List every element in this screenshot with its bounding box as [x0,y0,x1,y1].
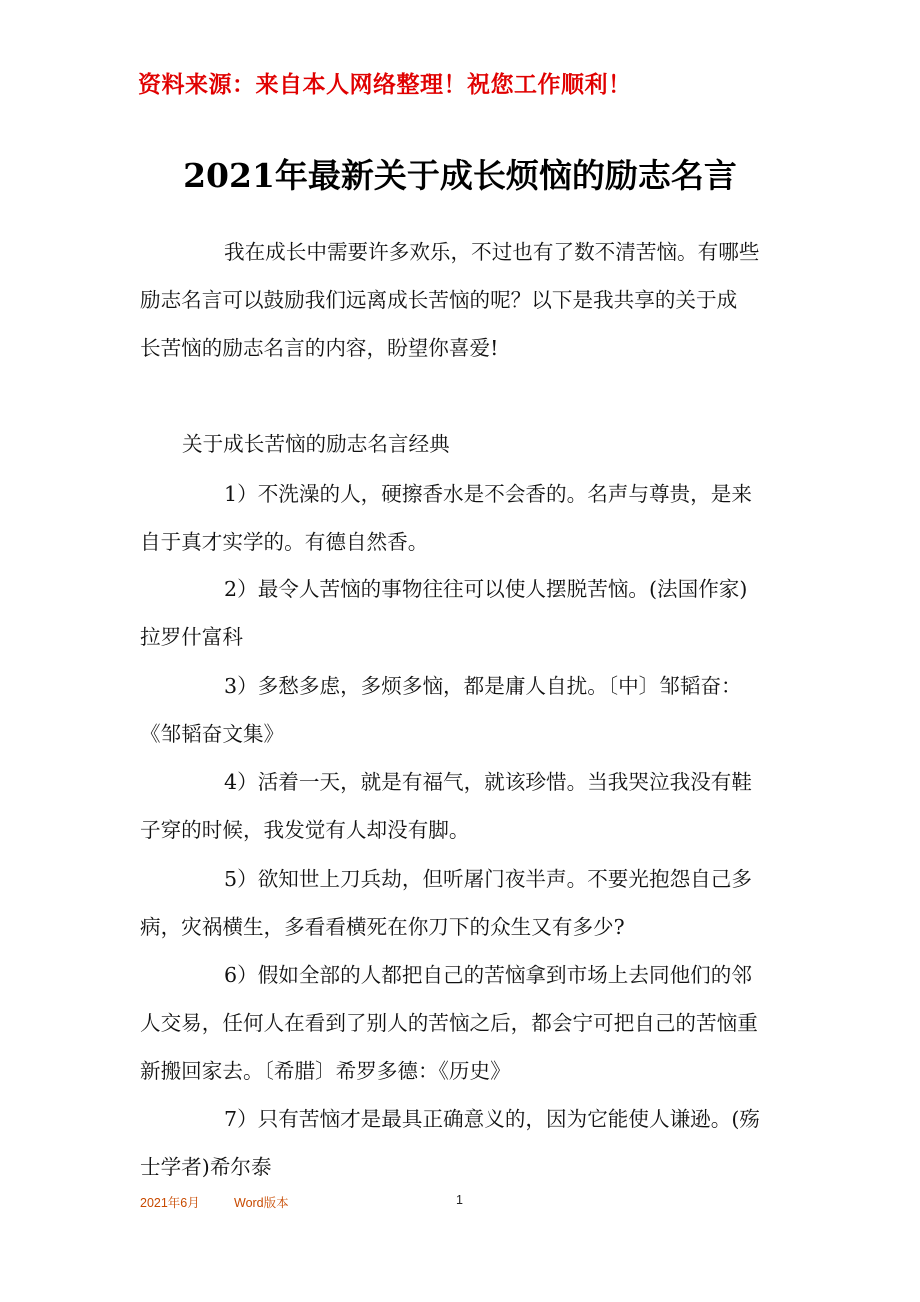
quote-line: 士学者)希尔泰 [140,1155,272,1179]
quote-2 [140,565,790,661]
quote-3 [140,662,790,758]
quote-1 [140,470,790,566]
page-number: 1 [456,1193,463,1207]
intro-line: 长苦恼的励志名言的内容，盼望你喜爱! [140,336,499,360]
quote-line: 5）欲知世上刀兵劫，但听屠门夜半声。不要光抱怨自己多 [224,867,752,891]
section-heading-block [140,420,790,468]
quote-4 [140,758,790,854]
quote-line: 子穿的时候，我发觉有人却没有脚。 [140,818,470,842]
footer-version: Word版本 [234,1196,289,1210]
quote-line: 2）最令人苦恼的事物往往可以使人摆脱苦恼。(法国作家) [224,577,748,601]
quote-line: 7）只有苦恼才是最具正确意义的，因为它能使人谦逊。(殇 [224,1107,760,1131]
quote-6 [140,951,790,1095]
intro-line: 励志名言可以鼓励我们远离成长苦恼的呢？以下是我共享的关于成 [140,288,738,312]
footer-date: 2021年6月 [140,1196,200,1210]
intro-line: 我在成长中需要许多欢乐，不过也有了数不清苦恼。有哪些 [224,240,760,264]
quote-line: 新搬回家去。〔希腊〕希罗多德：《历史》 [140,1059,511,1083]
quote-line: 《邹韬奋文集》 [140,722,285,746]
quote-7 [140,1095,790,1191]
quote-line: 人交易，任何人在看到了别人的苦恼之后，都会宁可把自己的苦恼重 [140,1011,758,1035]
quote-line: 自于真才实学的。有德自然香。 [140,530,429,554]
quote-5 [140,855,790,951]
intro-paragraph [140,228,790,372]
quote-line: 4）活着一天，就是有福气，就该珍惜。当我哭泣我没有鞋 [224,770,752,794]
source-banner: 资料来源：来自本人网络整理！祝您工作顺利！ [138,72,632,98]
quote-line: 1）不洗澡的人，硬擦香水是不会香的。名声与尊贵，是来 [224,482,752,506]
quote-line: 6）假如全部的人都把自己的苦恼拿到市场上去同他们的邻 [224,963,752,987]
document-title: 2021年最新关于成长烦恼的励志名言 [183,156,737,195]
quote-line: 病，灾祸横生，多看看横死在你刀下的众生又有多少? [140,915,625,939]
quote-line: 3）多愁多虑，多烦多恼，都是庸人自扰。〔中〕邹韬奋： [224,674,742,698]
section-heading: 关于成长苦恼的励志名言经典 [182,432,450,456]
quote-line: 拉罗什富科 [140,625,243,649]
